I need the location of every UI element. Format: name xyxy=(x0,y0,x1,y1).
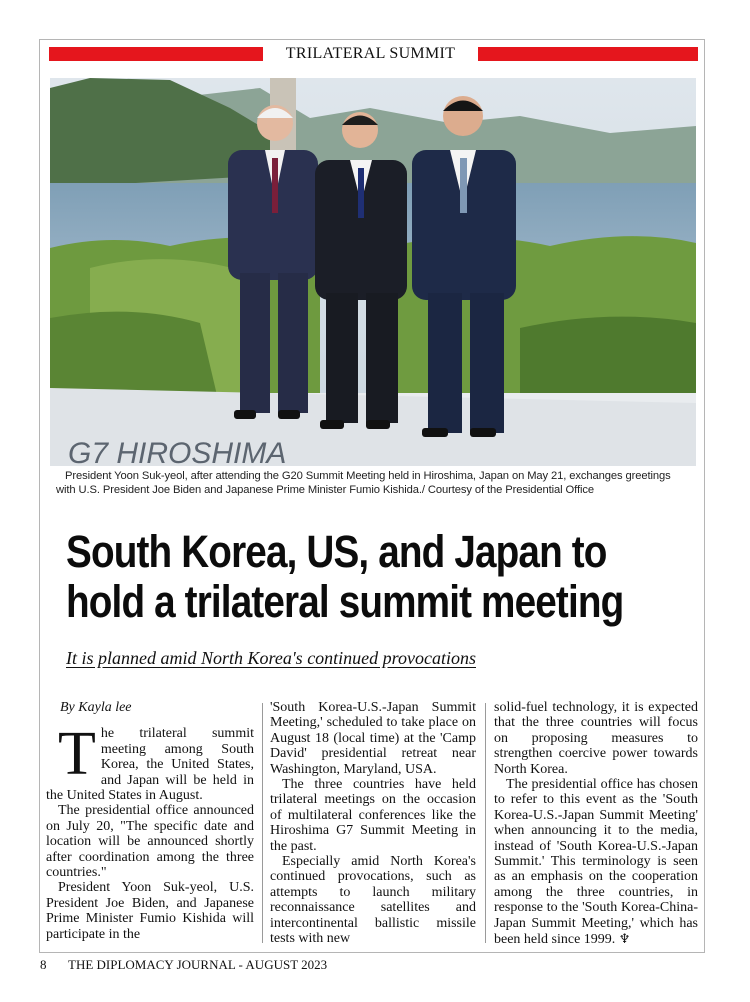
article-column-1 xyxy=(46,700,254,942)
column-divider xyxy=(262,703,263,943)
section-bar-right xyxy=(478,47,698,61)
article-paragraph xyxy=(494,777,698,947)
paragraph-text: he trilateral summit meeting among South Korea, the United States, and Japan will be held in the United States in August. xyxy=(46,726,254,804)
caption-line-1: President Yoon Suk-yeol, after attending the G20 Summit Meeting held in Hiroshima, Japan on May 21, exchanges greetings xyxy=(65,470,671,482)
article-column-3 xyxy=(494,700,698,948)
section-bar-left xyxy=(49,47,263,61)
subheadline: It is planned amid North Korea's continued provocations xyxy=(66,648,476,668)
headline xyxy=(66,526,624,627)
byline: By Kayla lee xyxy=(60,700,132,715)
article-paragraph: solid-fuel technology, it is expected that the three countries will focus on proposing measures to strengthen coercive power towards North Korea. xyxy=(494,700,698,777)
article-paragraph: President Yoon Suk-yeol, U.S. President Joe Biden, and Japanese Prime Minister Fumio Kishida will participate in the xyxy=(46,880,254,942)
page-number: 8 xyxy=(40,957,47,972)
summit-photo xyxy=(50,78,696,466)
article-paragraph xyxy=(46,720,254,804)
article-paragraph: The three countries have held trilateral meetings on the occasion of multilateral conferences like the Hiroshima G7 Summit Meeting in the past. xyxy=(270,777,476,854)
article-paragraph: Especially amid North Korea's continued provocations, such as attempts to launch military reconnaissance satellites and intercontinental ballistic missile tests with new xyxy=(270,854,476,947)
publication-name: THE DIPLOMACY JOURNAL - AUGUST 2023 xyxy=(68,957,328,972)
headline-line-1: South Korea, US, and Japan to xyxy=(66,526,607,577)
end-mark-icon: ♆ xyxy=(618,931,631,947)
section-label: TRILATERAL SUMMIT xyxy=(285,45,456,62)
photo-caption xyxy=(56,469,701,497)
headline-line-2: hold a trilateral summit meeting xyxy=(66,576,624,627)
photo-sign-text: G7 HIROSHIMA xyxy=(68,437,287,466)
paragraph-text: The presidential office has chosen to refer to this event as the 'South Korea-U.S.-Japan Summit Meeting' when announcing it to the media, instead of 'South Korea-U.S.-Japan Summit.' This terminology is seen as an emphasis on the cooperation among the three countries, in response to the 'South Korea-China-Japan Summit Meeting,' which has been held since 1999. xyxy=(494,777,698,948)
drop-cap: T xyxy=(58,720,96,789)
article-paragraph: 'South Korea-U.S.-Japan Summit Meeting,' scheduled to take place on August 18 (local time) at the 'Camp David' presidential retreat near Washington, Maryland, USA. xyxy=(270,700,476,777)
column-divider xyxy=(485,703,486,943)
page-footer xyxy=(40,956,327,974)
article-column-2 xyxy=(270,700,476,947)
caption-line-2: with U.S. President Joe Biden and Japanese Prime Minister Fumio Kishida./ Courtesy of the Presidential Office xyxy=(56,484,594,496)
article-paragraph: The presidential office announced on July 20, "The specific date and location will be announced shortly after coordination among the three countries." xyxy=(46,803,254,881)
summit-photo-illustration xyxy=(50,78,696,466)
section-header xyxy=(49,45,698,63)
